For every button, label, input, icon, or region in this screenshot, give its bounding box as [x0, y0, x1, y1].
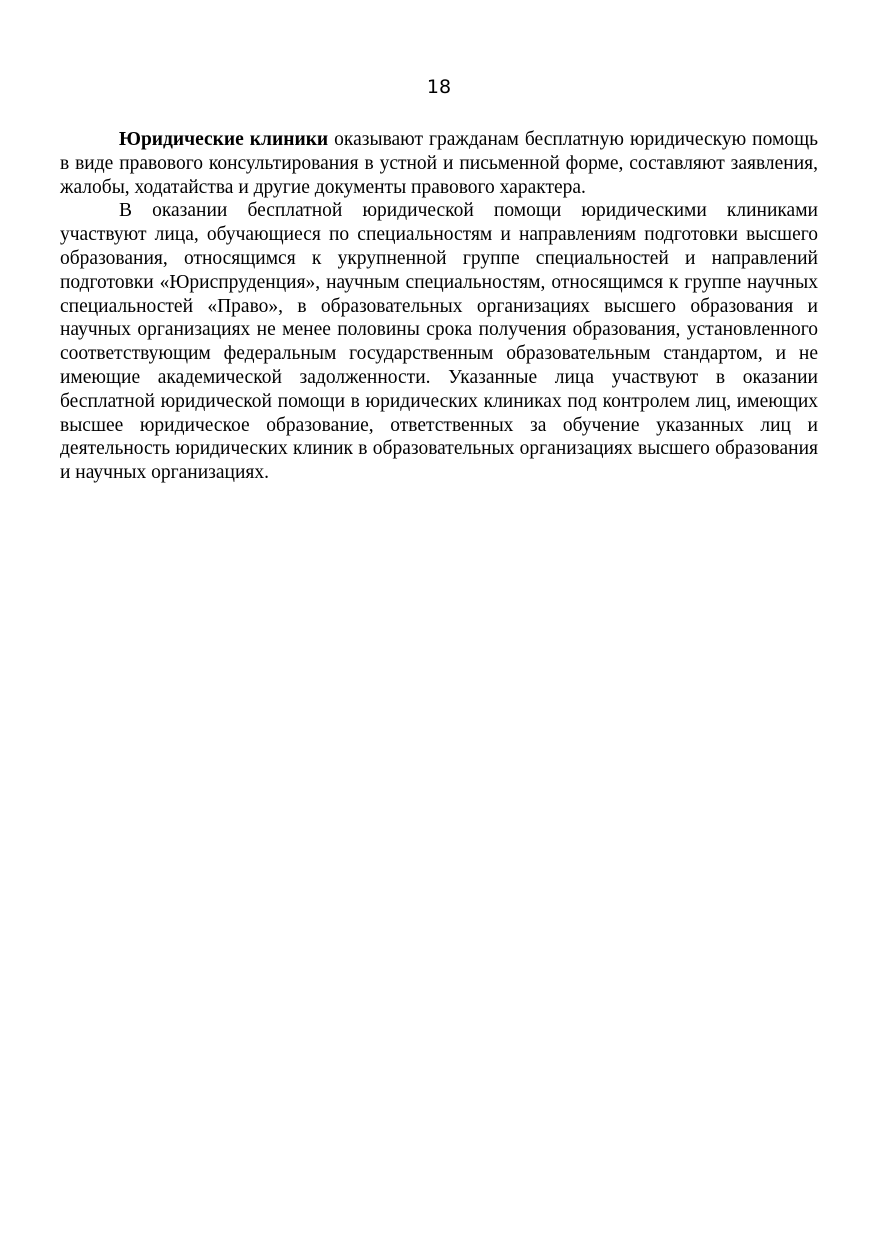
bold-term: Юридические клиники — [119, 129, 329, 150]
paragraph-text: оказывают гражданам бесплатную юридическую помощь в виде правового консультирования в устной и письменной форме, составляют заявления, жалобы, ходатайства и другие документы правового характера. — [60, 129, 818, 198]
body-text — [60, 128, 818, 485]
paragraph-legal-clinics-services — [60, 128, 818, 199]
page-number: 18 — [426, 76, 452, 98]
paragraph-text: В оказании бесплатной юридической помощи юридическими клиниками участвуют лица, обучающиеся по специальностям и направлениям подготовки высшего образования, относящимся к укрупненной группе специальностей и направлений подготовки «Юриспруденция», научным специальностям, относящимся к группе научных специальностей «Право», в образовательных организациях высшего образования и научных организациях не менее половины срока получения образования, установленного соответствующим федеральным государственным образовательным стандартом, и не имеющие академической задолженности. Указанные лица участвуют в оказании бесплатной юридической помощи в юридических клиниках под контролем лиц, имеющих высшее юридическое образование, ответственных за обучение указанных лиц и деятельность юридических клиник в образовательных организациях высшего образования и научных организациях. — [60, 200, 818, 484]
paragraph-clinic-participants — [60, 199, 818, 485]
